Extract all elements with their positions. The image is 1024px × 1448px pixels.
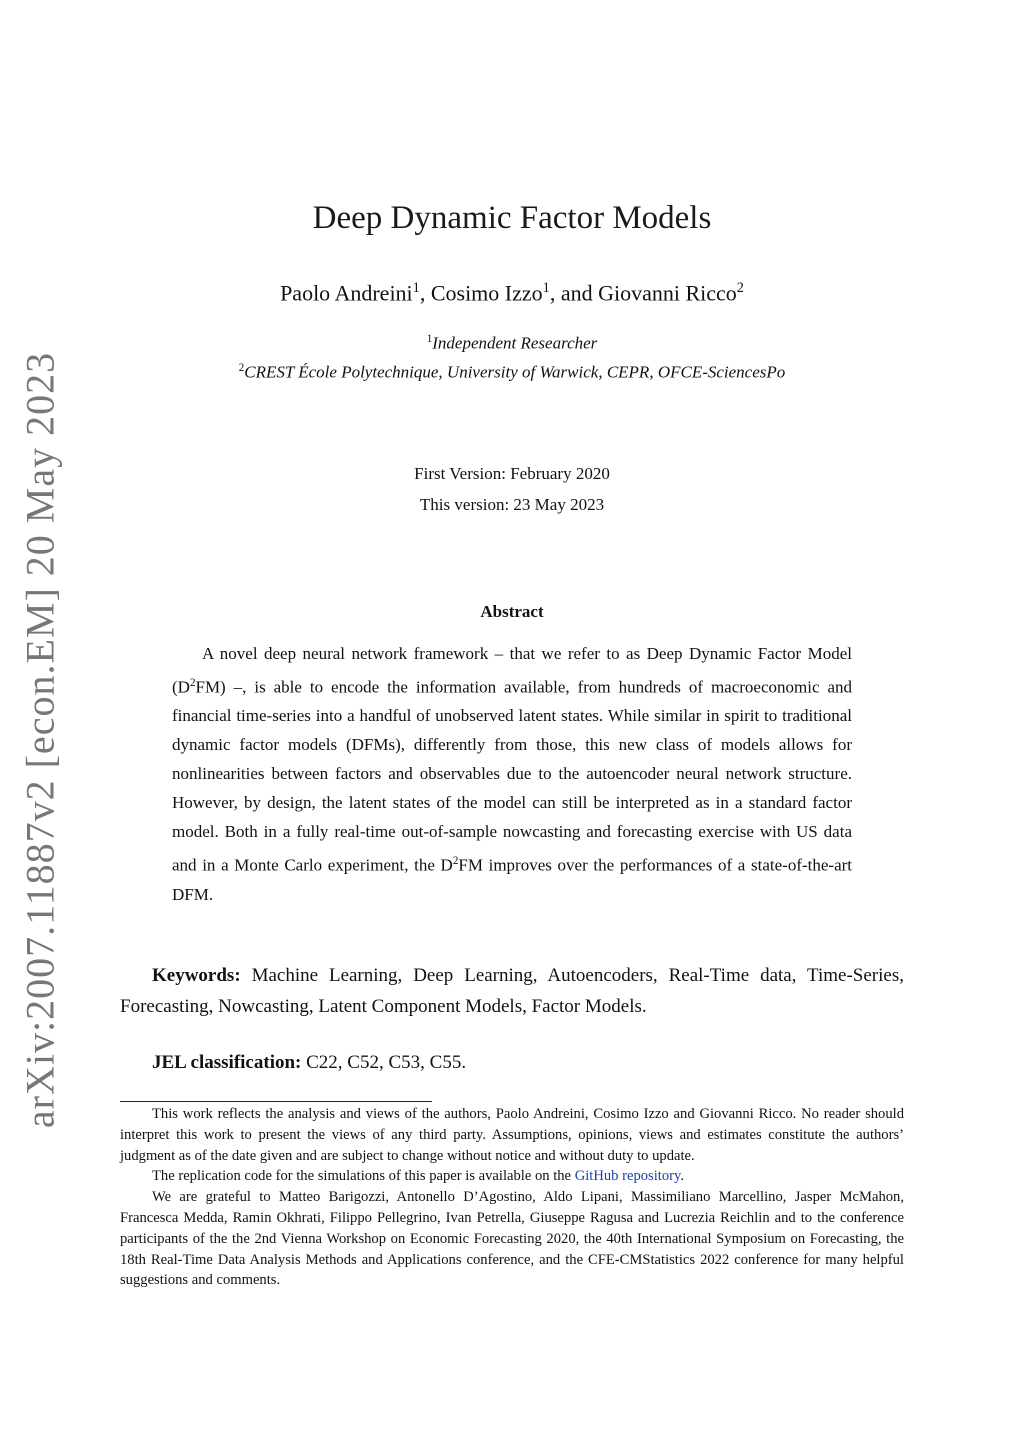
paper-title: Deep Dynamic Factor Models bbox=[312, 200, 712, 236]
affiliation-mark: 1 bbox=[412, 280, 420, 296]
affiliation-mark: 1 bbox=[426, 333, 433, 345]
affiliation bbox=[0, 333, 1024, 354]
footnote-replication bbox=[120, 1166, 904, 1187]
footnote-acknowledgements: We are grateful to Matteo Barigozzi, Antonello D’Agostino, Aldo Lipani, Massimiliano Marcellino, Jasper McMahon, Francesca Medda, Ramin Okhrati, Filippo Pellegrino, Ivan Petrella, Giuseppe Ragusa and Lucrezia Reichlin and to the conference participants of the the 2nd Vienna Workshop on Economic Forecasting 2020, the 40th International Symposium on Forecasting, the 18th Real-Time Data Analysis Methods and Applications conference, and the CFE-CMStatistics 2022 conference for many helpful suggestions and comments. bbox=[120, 1189, 904, 1289]
author-list bbox=[0, 280, 1024, 306]
author-name: Giovanni Ricco bbox=[598, 280, 737, 306]
this-version: This version: 23 May 2023 bbox=[419, 495, 605, 514]
footnote-text: The replication code for the simulations of this paper is available on the bbox=[152, 1168, 575, 1185]
affiliation-mark: 1 bbox=[542, 280, 550, 296]
footnote-disclaimer: This work reflects the analysis and views of the authors, Paolo Andreini, Cosimo Izzo and Giovanni Ricco. No reader should interpret this work to present the views of any third party. Assumptions, opinions, views and estimates constitute the authors’ judgment as of the date given and are subject to change without notice and without duty to update. bbox=[120, 1106, 904, 1164]
abstract-paragraph bbox=[172, 640, 852, 909]
abstract-text: A novel deep neural network framework – that we refer to as Deep Dynamic Factor Model (D bbox=[172, 644, 852, 697]
keywords-text: Machine Learning, Deep Learning, Autoencoders, Real-Time data, Time-Series, Forecasting, Nowcasting, Latent Component Models, Factor Models. bbox=[120, 965, 904, 1017]
affiliation-mark: 2 bbox=[736, 280, 744, 296]
superscript: 2 bbox=[189, 676, 196, 689]
jel-label: JEL classification: bbox=[152, 1052, 302, 1073]
affiliation-text: Independent Researcher bbox=[432, 333, 598, 353]
footnote-text: . bbox=[680, 1168, 684, 1185]
version-dates bbox=[0, 458, 1024, 520]
github-repository-link[interactable]: GitHub repository bbox=[574, 1168, 681, 1185]
author-separator: , bbox=[419, 280, 431, 306]
affiliation-mark: 2 bbox=[238, 362, 245, 374]
footnote-divider bbox=[120, 1101, 432, 1102]
abstract-text: FM) –, is able to encode the information available, from hundreds of macroeconomic and financial time-series into a handful of unobserved latent states. While similar in spirit to traditional dynamic factor models (DFMs), differently from those, this new class of models allows for nonlinearities between factors and observables due to the autoencoder neural network structure. However, by design, the latent states of the model can still be interpreted as in a standard factor model. Both in a fully real-time out-of-sample nowcasting and forecasting exercise with US data and in a Monte Carlo experiment, the D bbox=[172, 677, 852, 875]
abstract-text: FM improves over the performances of a state-of-the-art DFM. bbox=[172, 855, 852, 904]
superscript: 2 bbox=[452, 855, 459, 867]
first-version: First Version: February 2020 bbox=[414, 464, 610, 483]
abstract-body bbox=[172, 640, 852, 909]
arxiv-stamp: arXiv:2007.11887v2 [econ.EM] 20 May 2023 bbox=[17, 351, 63, 1129]
affiliation-text: CREST École Polytechnique, University of Warwick, CEPR, OFCE-SciencesPo bbox=[244, 362, 786, 382]
affiliation bbox=[0, 362, 1024, 383]
jel-block bbox=[152, 1052, 466, 1074]
jel-text: C22, C52, C53, C55. bbox=[301, 1052, 467, 1073]
author-name: Paolo Andreini bbox=[280, 280, 413, 306]
author-separator: , and bbox=[549, 280, 599, 306]
footnotes bbox=[120, 1104, 904, 1291]
keywords-label: Keywords: bbox=[152, 965, 241, 986]
keywords-block bbox=[120, 960, 904, 1022]
author-name: Cosimo Izzo bbox=[430, 280, 543, 306]
abstract-heading: Abstract bbox=[480, 602, 544, 621]
